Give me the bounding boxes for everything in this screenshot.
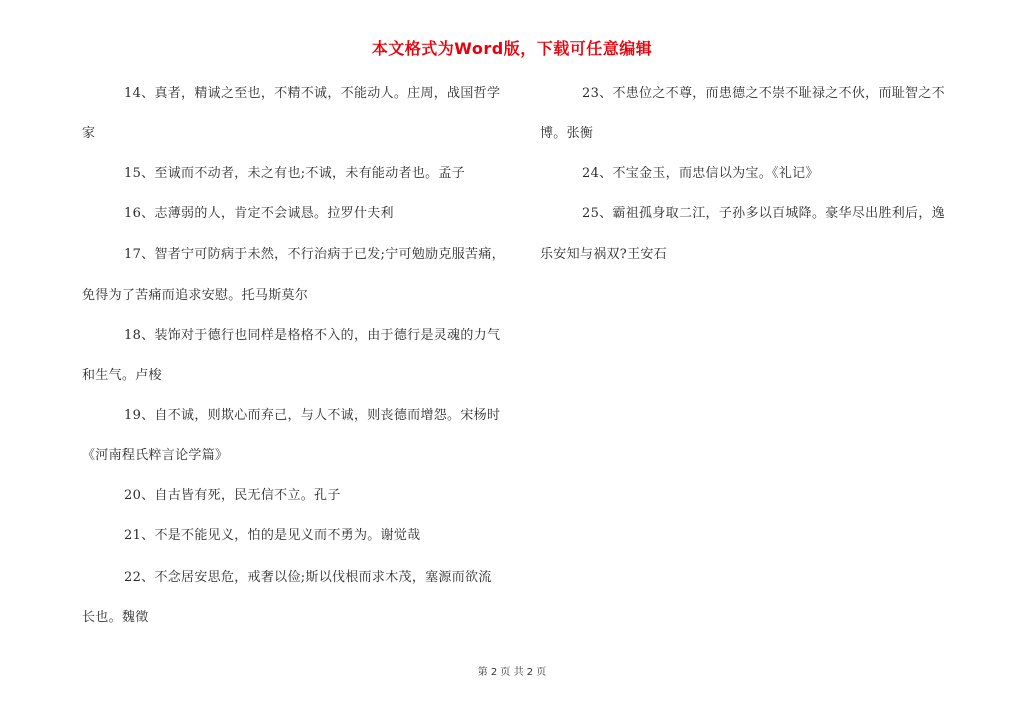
text-line: 15、至诚而不动者，未之有也;不诚，未有能动者也。孟子	[124, 166, 466, 181]
text-line: 博。张衡	[540, 126, 594, 141]
text-line: 乐安知与祸双?王安石	[540, 247, 667, 262]
text-line: 23、不患位之不尊，而患德之不崇不耻禄之不伙，而耻智之不	[582, 86, 945, 101]
text-line: 长也。魏徵	[82, 610, 149, 625]
text-line: 18、装饰对于德行也同样是格格不入的，由于德行是灵魂的力气	[124, 328, 501, 343]
text-line: 19、自不诚，则欺心而弃己，与人不诚，则丧德而增怨。宋杨时	[124, 408, 501, 423]
text-line: 16、志薄弱的人，肯定不会诚恳。拉罗什夫利	[124, 206, 394, 221]
text-line: 17、智者宁可防病于未然，不行治病于已发;宁可勉励克服苦痛，	[124, 247, 505, 262]
text-line: 和生气。卢梭	[82, 368, 162, 383]
text-line: 14、真者，精诚之至也，不精不诚，不能动人。庄周，战国哲学	[124, 86, 501, 101]
text-line: 24、不宝金玉，而忠信以为宝。《礼记》	[582, 166, 819, 181]
document-header-title: 本文格式为Word版，下载可任意编辑	[371, 39, 653, 58]
text-line: 22、不念居安思危，戒奢以俭;斯以伐根而求木茂，塞源而欲流	[124, 570, 492, 585]
page-number: 第 2 页 共 2 页	[477, 667, 547, 678]
text-line: 《河南程氏粹言论学篇》	[82, 448, 229, 463]
text-line: 21、不是不能见义，怕的是见义而不勇为。谢觉哉	[124, 528, 421, 543]
text-line: 25、霸祖孤身取二江，子孙多以百城降。豪华尽出胜利后，逸	[582, 206, 945, 221]
text-line: 家	[82, 126, 96, 141]
text-line: 免得为了苦痛而追求安慰。托马斯莫尔	[82, 288, 309, 303]
text-line: 20、自古皆有死，民无信不立。孔子	[124, 488, 341, 503]
